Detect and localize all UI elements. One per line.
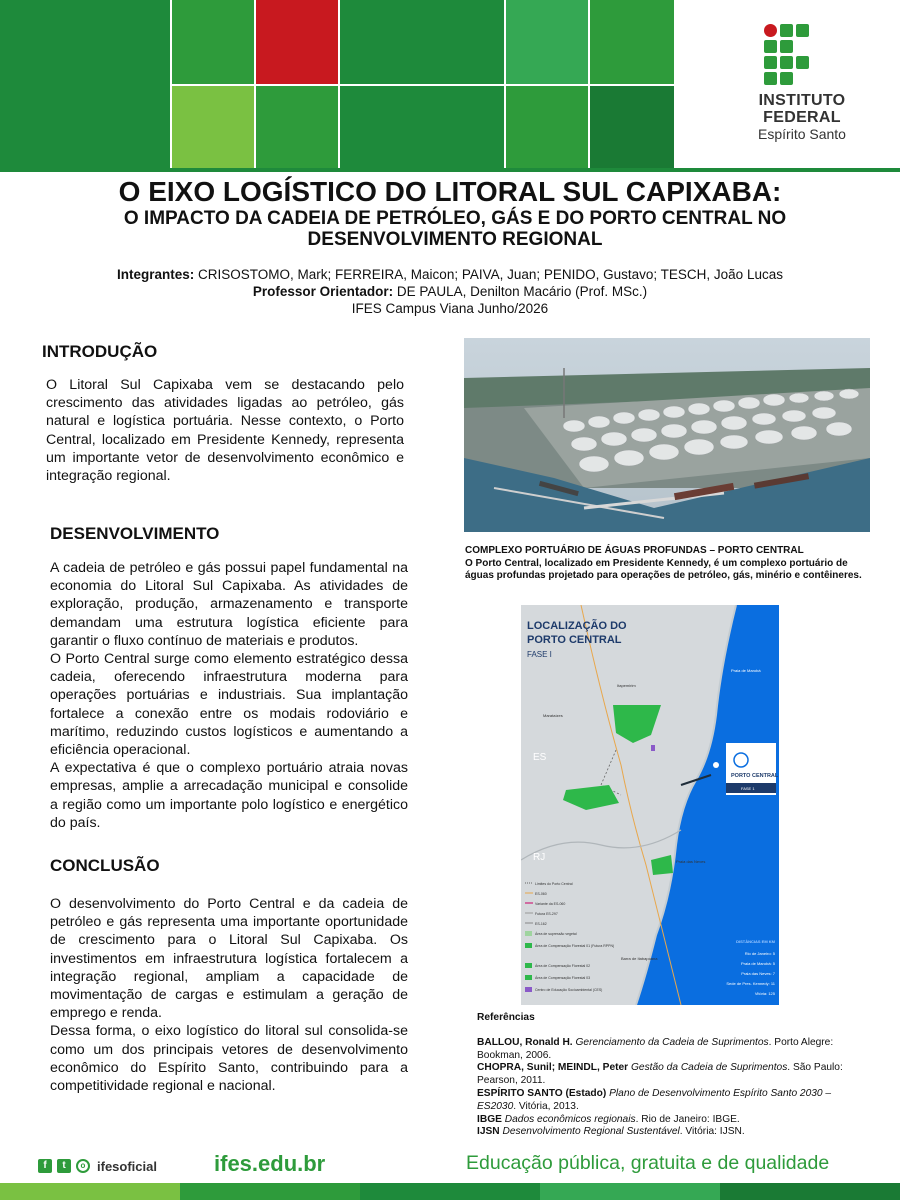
- distance-2: Praia de Marobá: 5: [740, 961, 775, 966]
- legend-item-10: Centro de Educação Socioambiental (CES): [535, 988, 603, 992]
- footer-slogan: Educação pública, gratuita e de qualidade: [466, 1152, 830, 1174]
- members-line: Integrantes: CRISOSTOMO, Mark; FERREIRA, Maicon; PAIVA, Juan; PENIDO, Gustavo; TESCH, João Lucas: [117, 267, 783, 282]
- distances-title: DISTÂNCIAS EM KM: [736, 939, 775, 944]
- map-place-2: Itapemirim: [617, 683, 636, 688]
- poster-title: O EIXO LOGÍSTICO DO LITORAL SUL CAPIXABA:: [118, 176, 782, 207]
- map-phase: FASE I: [527, 650, 552, 659]
- logo-grid-icon: [764, 24, 812, 88]
- social-handle[interactable]: ifesoficial: [97, 1158, 157, 1174]
- map-title-2: PORTO CENTRAL: [527, 634, 622, 646]
- map-state-es: ES: [533, 752, 547, 763]
- legend-item-7: Área de Compensação Florestal 01 (Futura RPPN): [535, 944, 615, 948]
- distance-3: Praia das Neves: 7: [741, 971, 775, 976]
- twitter-icon[interactable]: t: [57, 1159, 71, 1173]
- website-link[interactable]: ifes.edu.br: [214, 1151, 326, 1176]
- footer-bar: [0, 1183, 180, 1200]
- poster-subtitle: O IMPACTO DA CADEIA DE PETRÓLEO, GÁS E DO PORTO CENTRAL NO DESENVOLVIMENTO REGIONAL: [123, 208, 787, 250]
- map-place-4: Praia das Neves: [676, 859, 706, 864]
- header-mosaic: [0, 0, 676, 168]
- desenvolvimento-text: A cadeia de petróleo e gás possui papel fundamental na economia do Litoral Sul Capixaba. As atividades de exploração, produção, armazenamento e transporte demandam uma estrutura logística eficiente para garantir o fluxo contínuo de materiais e produtos. O Porto Central surge como elemento estratégico dessa cadeia, oferecendo infraestrutura moderna para operações portuárias e industriais. Sua implantação fortalece a conexão entre os modais rodoviário e marítimo, reduzindo custos logísticos e aumentando a eficiência operacional. A expectativa é que o complexo portuário atraia novas empresas, amplie a arrecadação municipal e consolide a região como um importante polo logístico e energético do país.: [50, 560, 408, 831]
- authors-block: [0, 266, 900, 317]
- reference-item: IJSN Desenvolvimento Regional Sustentável. Vitória: IJSN.: [477, 1126, 745, 1138]
- logo-subtitle: Espírito Santo: [758, 126, 846, 142]
- reference-item: IBGE Dados econômicos regionais. Rio de Janeiro: IBGE.: [477, 1113, 740, 1125]
- map-state-rj: RJ: [533, 852, 546, 863]
- distance-5: Vitória: 125: [754, 991, 775, 996]
- reference-item: CHOPRA, Sunil; MEINDL, Peter Gestão da Cadeia de Suprimentos. São Paulo: Pearson, 2011.: [477, 1062, 843, 1087]
- desenvolvimento-heading: DESENVOLVIMENTO: [50, 524, 220, 543]
- campus-line: IFES Campus Viana Junho/2026: [351, 301, 549, 316]
- header-divider: [0, 168, 900, 172]
- distance-1: Rio de Janeiro: 5: [744, 951, 775, 956]
- legend-item-4: Futura ES-297: [535, 912, 558, 916]
- location-map: [521, 605, 779, 1005]
- map-place-1: Praia de Marobá: [731, 668, 761, 673]
- legend-item-5: ES-162: [535, 922, 547, 926]
- advisor-line: Professor Orientador: DE PAULA, Denilton Macário (Prof. MSc.): [252, 284, 648, 299]
- distance-4: Sede de Pres. Kennedy: 11: [726, 981, 775, 986]
- intro-heading: INTRODUÇÃO: [42, 342, 158, 361]
- photo-caption: COMPLEXO PORTUÁRIO DE ÁGUAS PROFUNDAS – PORTO CENTRAL O Porto Central, localizado em Presidente Kennedy, é um complexo portuário de águas profundas projetado para operações de petróleo, gás, minério e contêineres.: [465, 545, 862, 581]
- map-title-1: LOCALIZAÇÃO DO: [527, 620, 627, 632]
- map-port-label: PORTO CENTRAL: [731, 773, 779, 779]
- legend-item-3: Variante da ES-060: [535, 902, 566, 906]
- map-phase-label: FASE 1: [741, 786, 755, 791]
- instagram-icon[interactable]: o: [76, 1159, 90, 1173]
- map-place-3: Marataízes: [543, 713, 563, 718]
- conclusao-text: O desenvolvimento do Porto Central e da cadeia de petróleo e gás representa uma importante oportunidade de crescimento para o Litoral Sul Capixaba. Os investimentos em infraestrutura logística fortalecem a integração regional, ampliam a capacidade de movimentação de cargas e estimulam a geração de emprego e renda. Dessa forma, o eixo logístico do litoral sul consolida-se como um dos principais vetores de desenvolvimento econômico do Espírito Santo, contribuindo para a competitividade regional e nacional.: [50, 896, 408, 1095]
- conclusao-heading: CONCLUSÃO: [50, 856, 160, 875]
- social-links: [38, 1157, 157, 1175]
- legend-item-1: Limites do Porto Central: [535, 882, 573, 886]
- map-place-5: Barra de Itabapoana: [621, 956, 658, 961]
- legend-item-9: Área de Compensação Florestal 03: [535, 976, 591, 980]
- ifes-logo: [732, 20, 872, 150]
- legend-item-8: Área de Compensação Florestal 02: [535, 964, 591, 968]
- references: [477, 1012, 857, 1139]
- logo-title: INSTITUTO FEDERAL: [758, 92, 846, 126]
- legend-item-6: Área de supressão vegetal: [535, 932, 577, 936]
- port-aerial-photo: [464, 338, 870, 532]
- legend-item-2: ES-060: [535, 892, 547, 896]
- reference-item: BALLOU, Ronald H. Gerenciamento da Cadeia de Suprimentos. Porto Alegre: Bookman, 2006.: [477, 1036, 834, 1061]
- references-title: Referências: [477, 1012, 535, 1023]
- intro-text: O Litoral Sul Capixaba vem se destacando pelo crescimento das atividades ligadas ao petróleo, gás natural e logística portuária. Nesse contexto, o Porto Central, localizado em Presidente Kennedy, representa um importante vetor de desenvolvimento econômico e integração regional.: [46, 377, 404, 485]
- facebook-icon[interactable]: f: [38, 1159, 52, 1173]
- reference-item: ESPÍRITO SANTO (Estado) Plano de Desenvolvimento Espírito Santo 2030 – ES2030. Vitória, 2013.: [477, 1087, 832, 1112]
